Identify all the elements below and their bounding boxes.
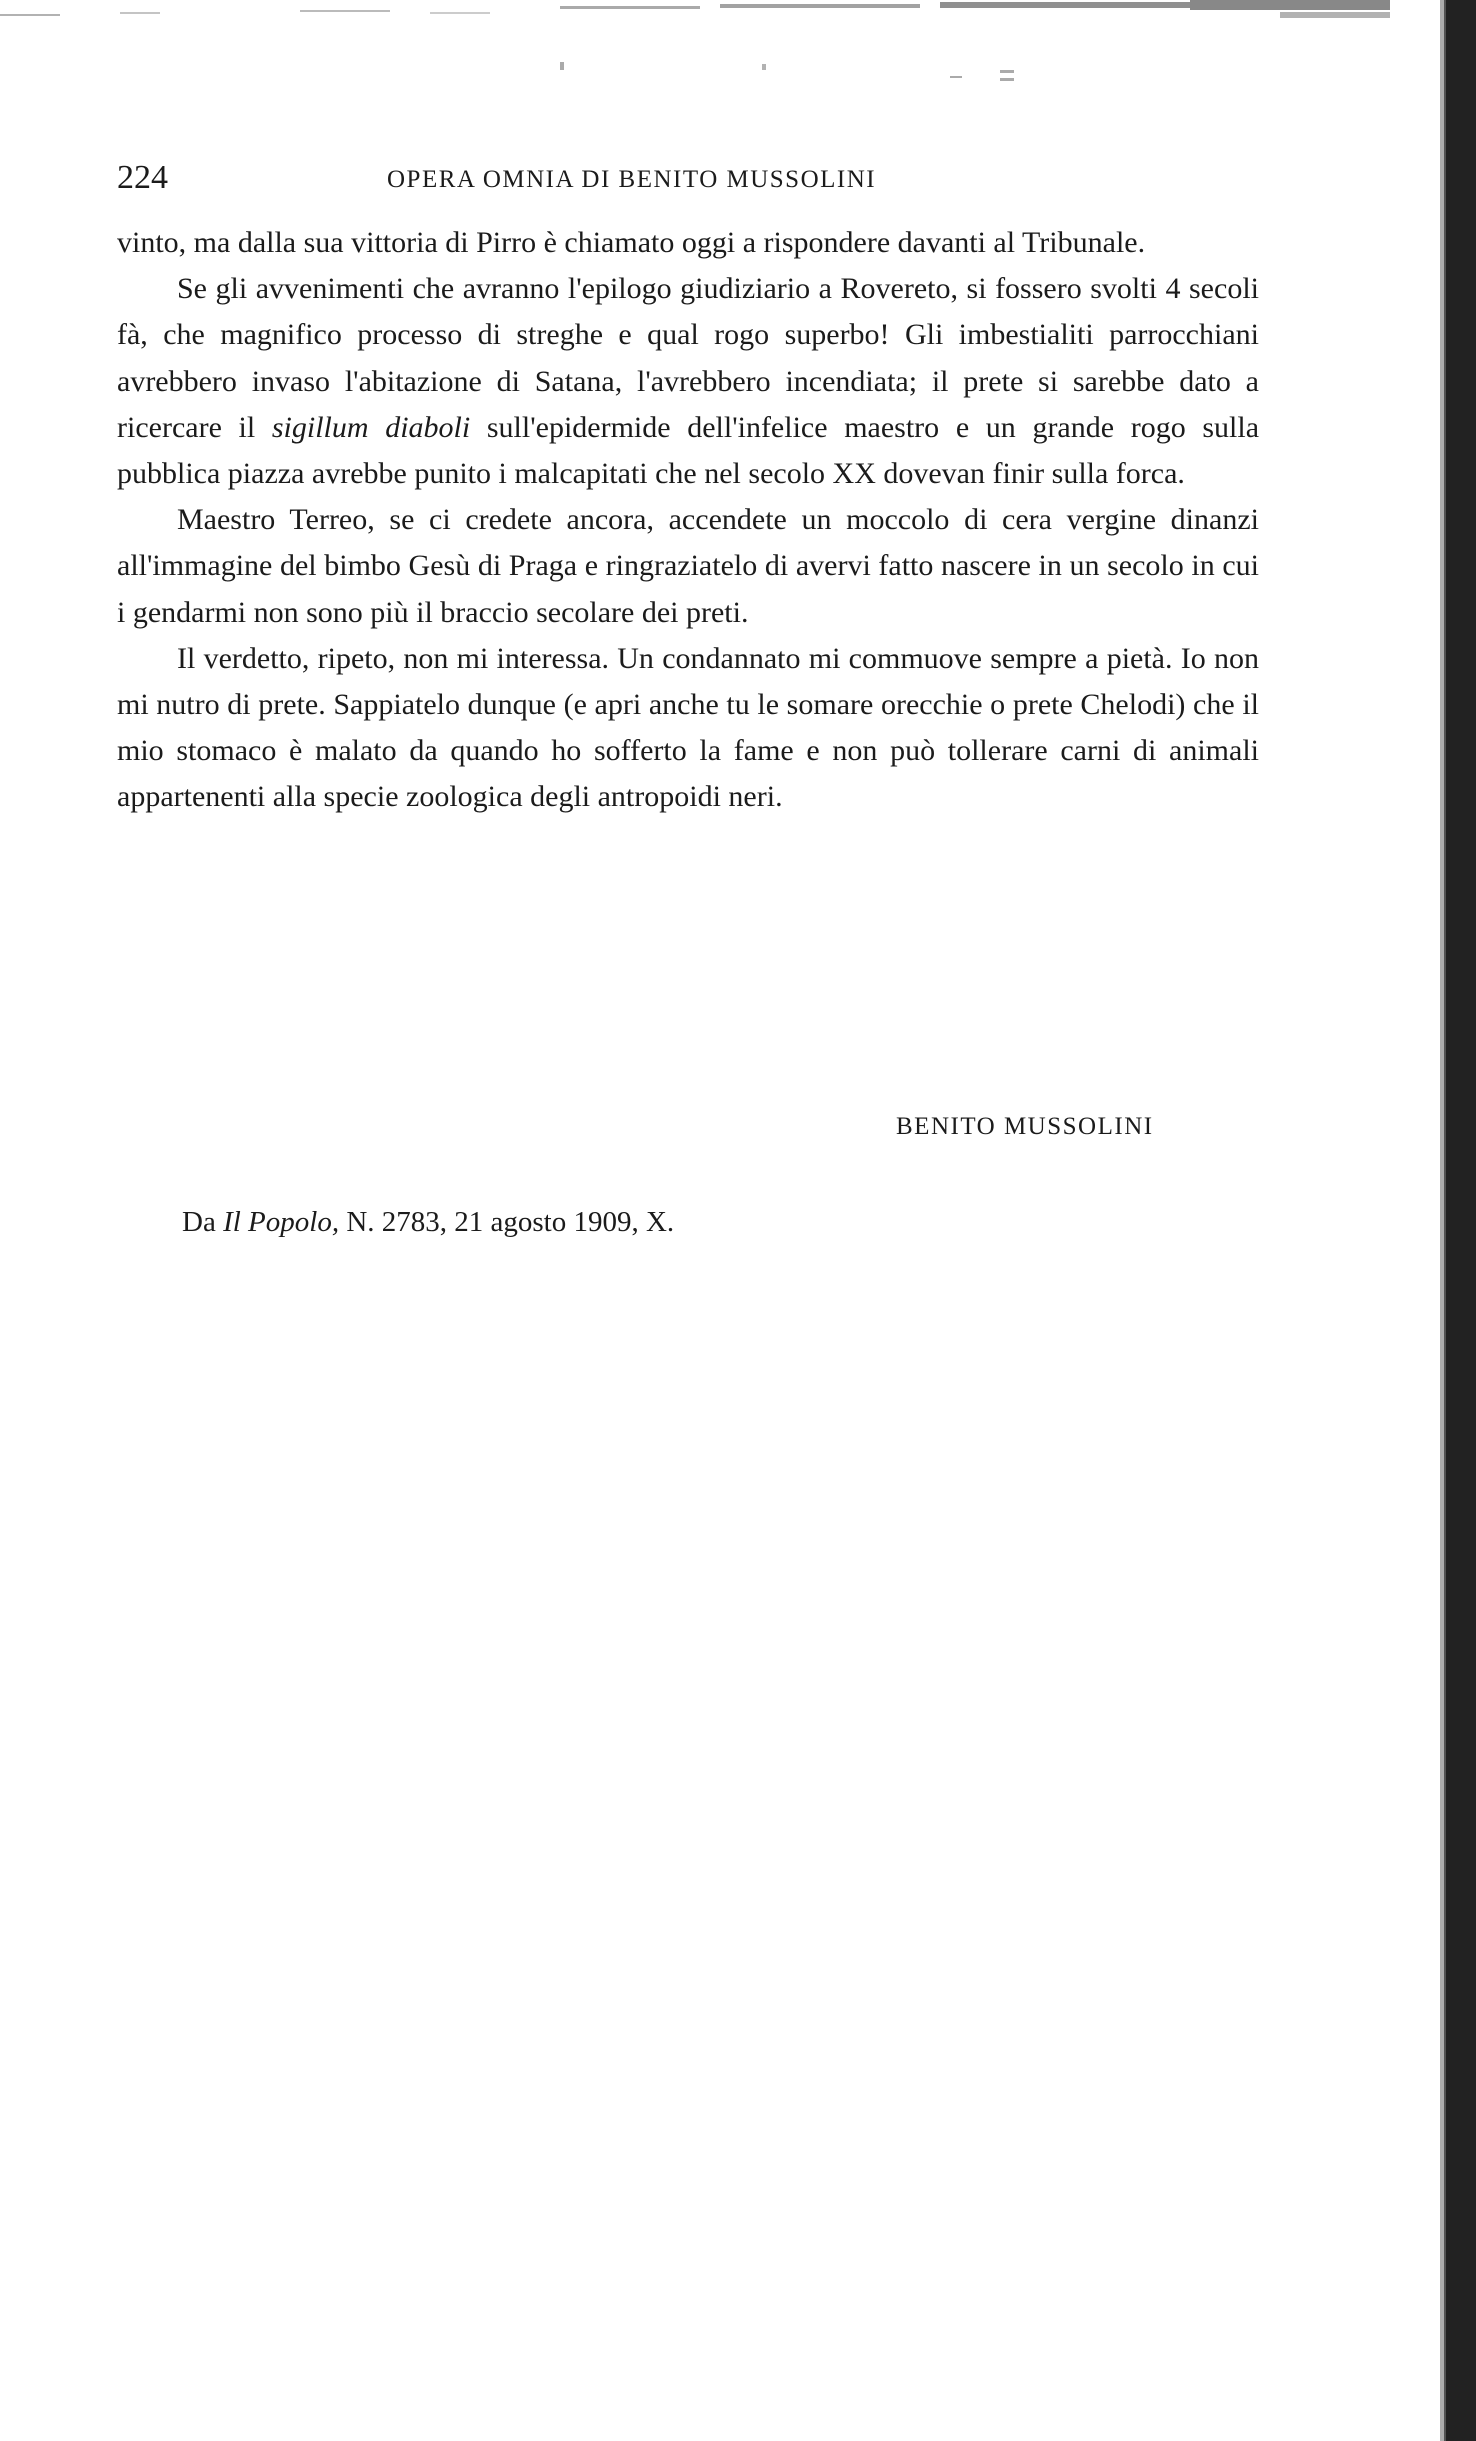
paragraph-3: Maestro Terreo, se ci credete ancora, accendete un moccolo di cera vergine dinanzi all'immagine del bimbo Gesù di Praga e ringraziatelo di avervi fatto nascere in un secolo in cui i gendarmi non sono più il braccio secolare dei preti. (117, 503, 1259, 629)
scan-noise-top (0, 0, 1476, 120)
page-number: 224 (117, 159, 168, 196)
article-body (117, 220, 1259, 821)
page-header (117, 158, 1257, 198)
paragraph-1: vinto, ma dalla sua vittoria di Pirro è chiamato oggi a rispondere davanti al Tribunale. (117, 226, 1146, 259)
latin-phrase: sigillum diaboli (271, 410, 471, 444)
source-details: N. 2783, 21 agosto 1909, X. (346, 1206, 675, 1238)
running-title: OPERA OMNIA DI BENITO MUSSOLINI (387, 166, 877, 193)
paragraph-2 (117, 266, 1259, 497)
publication-title: Il Popolo, (223, 1206, 340, 1238)
paragraph-4: Il verdetto, ripeto, non mi interessa. Un condannato mi commuove sempre a pietà. Io non mi nutro di prete. Sappiatelo dunque (e apri anche tu le somare orecchie o prete Chelodi) che il mio stomaco è malato da quando ho sofferto la fame e non può tollerare carni di animali appartenenti alla specie zoologica degli antropoidi neri. (117, 641, 1259, 814)
paragraph-2-text-a: Se gli avvenimenti che avranno l'epilogo giudiziario a Rovereto, si fossero svolti 4 secoli fà, che magnifico processo di streghe e qual rogo superbo! Gli imbestialiti parrocchiani avrebbero invaso l'abitazione di Satana, l'avrebbero incendiata; il prete si sarebbe dato a ricercare il (117, 272, 1259, 444)
author-signature: BENITO MUSSOLINI (896, 1113, 1154, 1140)
source-prefix: Da (182, 1206, 216, 1238)
source-citation (182, 1202, 674, 1242)
paragraph-2-text-b: sull'epidermide dell'infelice maestro e un grande rogo sulla pubblica piazza avrebbe punito i malcapitati che nel secolo XX dovevan finir sulla forca. (117, 410, 1260, 491)
scan-edge-shadow (1436, 0, 1476, 2441)
